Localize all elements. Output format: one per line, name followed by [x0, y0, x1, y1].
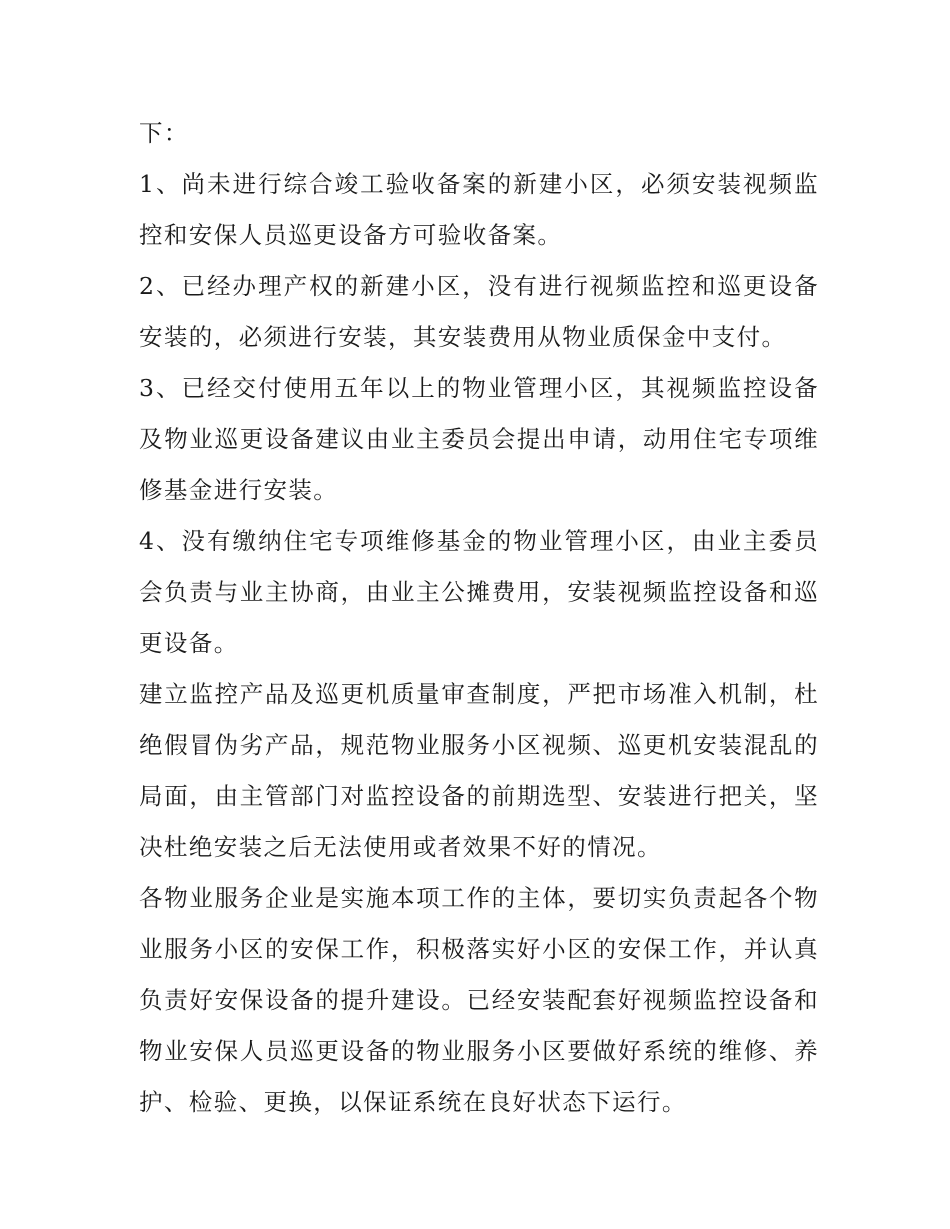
paragraph-enterprise-responsibility: 各物业服务企业是实施本项工作的主体，要切实负责起各个物业服务小区的安保工作，积极落实好小区的安保工作，并认真负责好安保设备的提升建设。已经安装配套好视频监控设备和物业安保人员巡更设备的物业服务小区要做好系统的维修、养护、检验、更换，以保证系统在良好状态下运行。	[139, 884, 819, 1116]
paragraph-item-3: 3、已经交付使用五年以上的物业管理小区，其视频监控设备及物业巡更设备建议由业主委员会提出申请，动用住宅专项维修基金进行安装。	[139, 374, 819, 504]
document-body	[139, 108, 819, 1128]
paragraph-quality-review: 建立监控产品及巡更机质量审查制度，严把市场准入机制，杜绝假冒伪劣产品，规范物业服务小区视频、巡更机安装混乱的局面，由主管部门对监控设备的前期选型、安装进行把关，坚决杜绝安装之后无法使用或者效果不好的情况。	[139, 680, 819, 861]
paragraph-item-2: 2、已经办理产权的新建小区，没有进行视频监控和巡更设备安装的，必须进行安装，其安装费用从物业质保金中支付。	[139, 272, 819, 351]
paragraph-item-4: 4、没有缴纳住宅专项维修基金的物业管理小区，由业主委员会负责与业主协商，由业主公摊费用，安装视频监控设备和巡更设备。	[139, 527, 819, 657]
paragraph-item-1: 1、尚未进行综合竣工验收备案的新建小区，必须安装视频监控和安保人员巡更设备方可验收备案。	[139, 170, 819, 249]
paragraph-continuation: 下：	[139, 119, 189, 147]
